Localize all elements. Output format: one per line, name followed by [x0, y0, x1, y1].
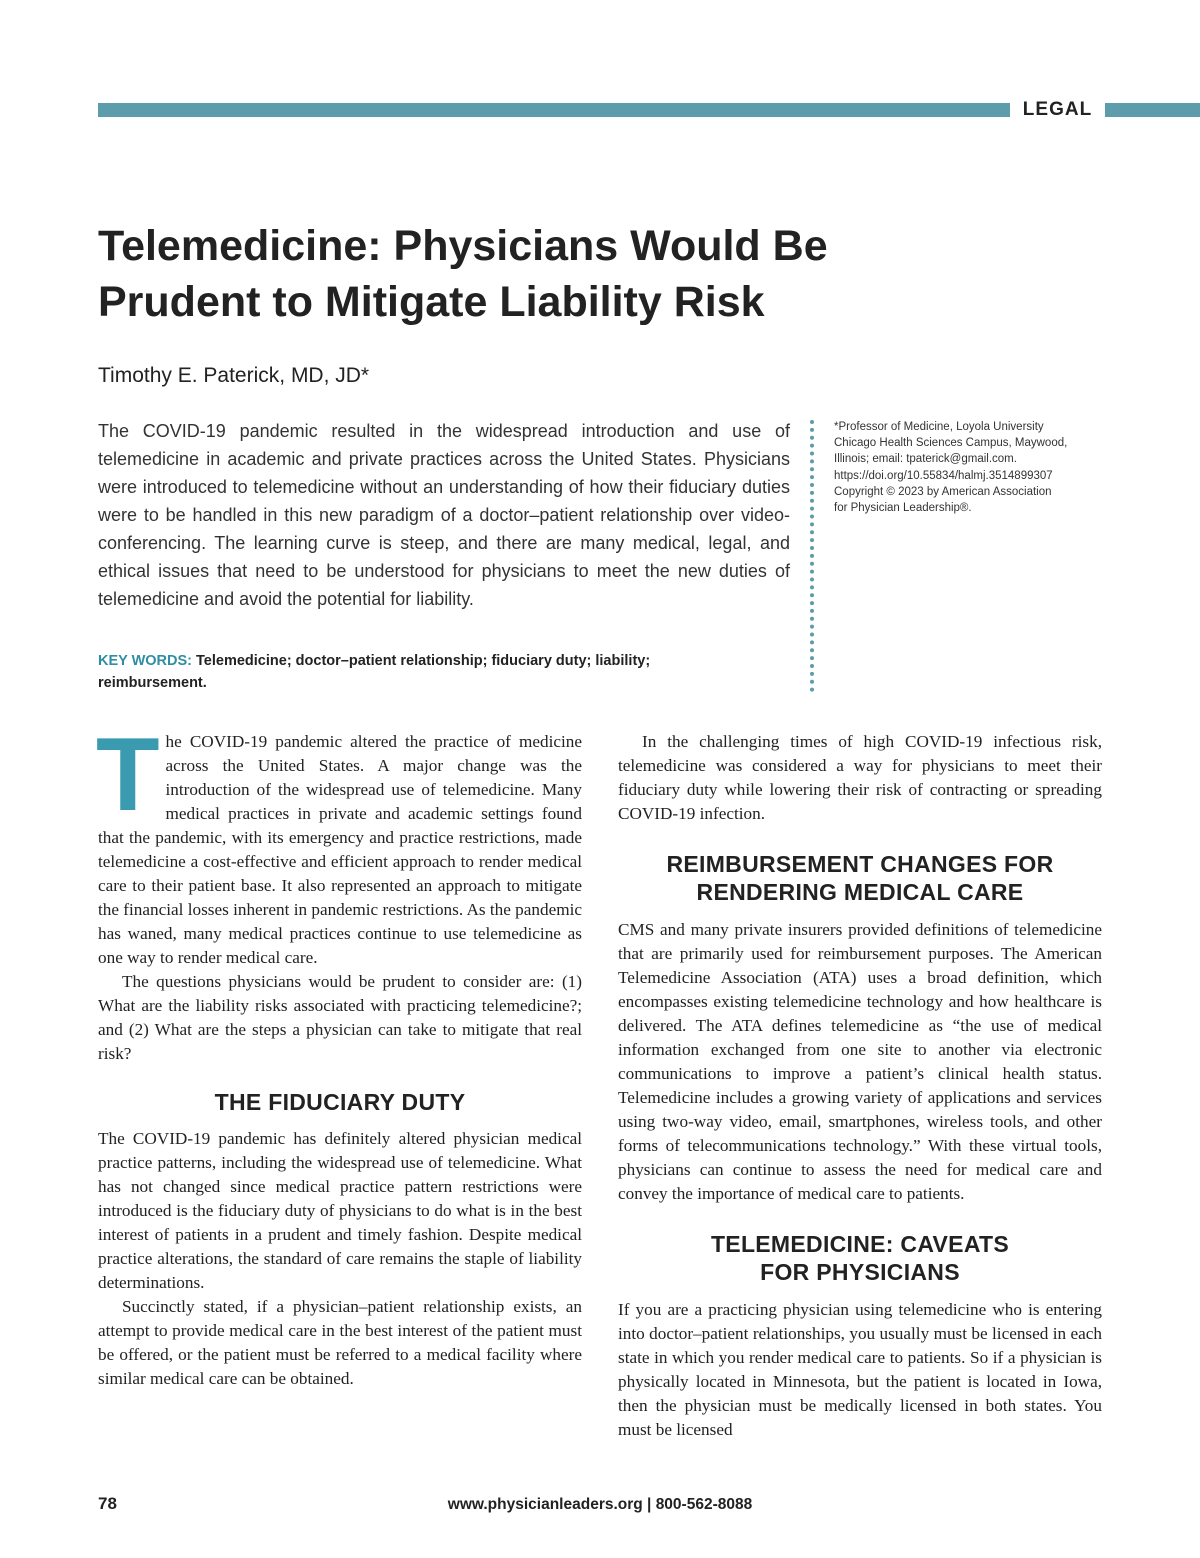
- article-author: Timothy E. Paterick, MD, JD*: [98, 364, 370, 387]
- doi-link[interactable]: https://doi.org/10.55834/halmj.3514899307: [834, 469, 1053, 482]
- abstract-divider: [810, 420, 814, 692]
- affiliation-line: *Professor of Medicine, Loyola University: [834, 421, 1044, 433]
- page-number: 78: [98, 1494, 117, 1513]
- drop-cap: T: [96, 717, 160, 833]
- heading-line: FOR PHYSICIANS: [760, 1259, 960, 1285]
- section-heading: [618, 850, 1102, 906]
- section-label: LEGAL: [1022, 99, 1093, 120]
- body-paragraph: CMS and many private insurers provided definitions of telemedicine that are primarily used for reimbursement purposes. The American Telemedicine Association (ATA) uses a broad definition, which encompasses existing telemedicine technology and how healthcare is delivered. The ATA defines telemedicine as “the use of medical information exchanged from one site to another via electronic communications to improve a patient’s clinical health status. Telemedicine includes a growing variety of applications and services using two-way video, email, smartphones, wireless tools, and other forms of telecommunications technology.” With these virtual tools, physicians can continue to assess the need for medical care and convey the importance of medical care to patients.: [618, 920, 1102, 1203]
- heading-line: RENDERING MEDICAL CARE: [696, 879, 1024, 905]
- heading-line: TELEMEDICINE: CAVEATS: [710, 1231, 1010, 1257]
- paragraph-text: he COVID-19 pandemic altered the practice of medicine across the United States. A major change was the introduction of the widespread use of telemedicine. Many medical practices in private and academic settings found that the pandemic, with its emergency and practice restrictions, made telemedicine a cost-effective and efficient approach to render medical care to their patient base. It also represented an approach to mitigate the financial losses inherent in pandemic restrictions. As the pandemic has waned, many medical practices continue to use telemedicine as one way to render medical care.: [98, 732, 582, 967]
- keywords-label: KEY WORDS:: [98, 653, 192, 669]
- affiliation-line: Chicago Health Sciences Campus, Maywood,: [834, 437, 1068, 450]
- article-title: Telemedicine: Physicians Would Be Prudent to Mitigate Liability Risk: [98, 222, 828, 326]
- affiliation-line: Illinois; email: tpaterick@gmail.com.: [834, 453, 1017, 466]
- body-column-right: [618, 730, 1102, 1442]
- section-heading: [618, 1230, 1102, 1286]
- author-affiliation: [834, 419, 1114, 516]
- body-paragraph: [96, 717, 582, 970]
- body-paragraph: The COVID-19 pandemic has definitely altered physician medical practice patterns, including the widespread use of telemedicine. What has not changed since medical practice pattern restrictions were introduced is the fiduciary duty of physicians to do what is in the best interest of patients in a prudent and timely fashion. Despite medical practice alterations, the standard of care remains the staple of liability determinations.: [98, 1129, 582, 1292]
- body-column-left: [96, 717, 582, 1391]
- section-heading: THE FIDUCIARY DUTY: [214, 1089, 466, 1115]
- body-paragraph: If you are a practicing physician using telemedicine who is entering into doctor–patient relationships, you usually must be licensed in each state in which you render medical care to patients. So if a physician is physically located in Minnesota, but the patient is located in Iowa, then the physician must be medically licensed in both states. You must be licensed: [618, 1300, 1102, 1439]
- body-paragraph: Succinctly stated, if a physician–patient relationship exists, an attempt to provide medical care in the best interest of the patient must be offered, or the patient must be referred to a medical facility where similar medical care can be obtained.: [98, 1297, 582, 1388]
- keywords-list: Telemedicine; doctor–patient relationship; fiduciary duty; liability; reimbursement.: [98, 653, 651, 691]
- affiliation-line: for Physician Leadership®.: [834, 502, 972, 515]
- body-paragraph: The questions physicians would be prudent to consider are: (1) What are the liability risks associated with practicing telemedicine?; and (2) What are the steps a physician can take to mitigate that real risk?: [98, 972, 582, 1063]
- heading-line: REIMBURSEMENT CHANGES FOR: [666, 851, 1054, 877]
- header-rule-right: [1105, 103, 1200, 117]
- header-rule-left: [98, 103, 1010, 117]
- footer-contact[interactable]: www.physicianleaders.org | 800-562-8088: [447, 1496, 753, 1513]
- keywords: [98, 650, 758, 694]
- article-abstract: The COVID-19 pandemic resulted in the widespread introduction and use of telemedicine in academic and private practices across the United States. Physicians were introduced to telemedicine without an understanding of how their fiduciary duties were to be handled in this new paradigm of a doctor–patient relationship over video-conferencing. The learning curve is steep, and there are many medical, legal, and ethical issues that need to be understood for physicians to meet the new duties of telemedicine and avoid the potential for liability.: [98, 421, 790, 609]
- affiliation-line: Copyright © 2023 by American Association: [834, 485, 1052, 498]
- body-paragraph: In the challenging times of high COVID-19 infectious risk, telemedicine was considered a way for physicians to meet their fiduciary duty while lowering their risk of contracting or spreading COVID-19 infection.: [618, 732, 1102, 823]
